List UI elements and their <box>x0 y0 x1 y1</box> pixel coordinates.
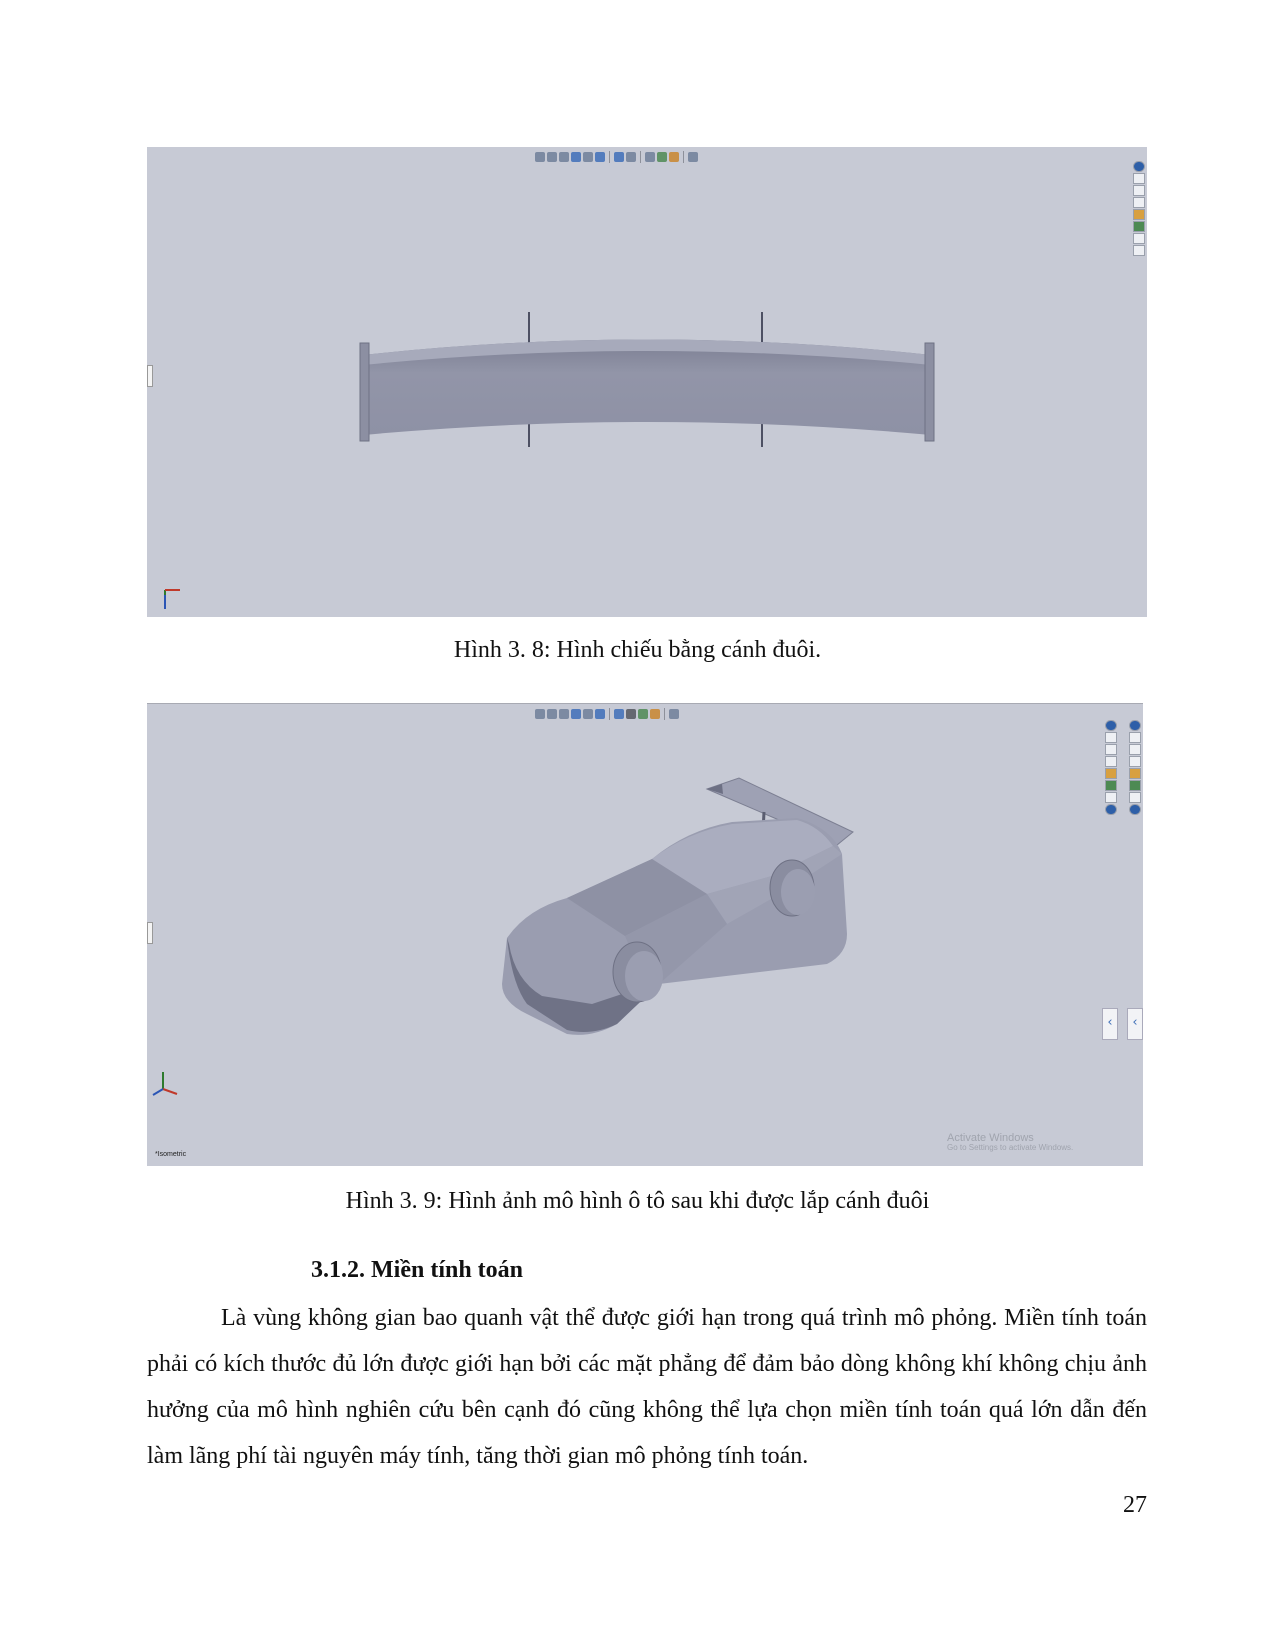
car-body <box>502 818 847 1035</box>
figure-rear-wing-top-view <box>147 147 1147 617</box>
coordinate-triad-icon <box>153 1072 177 1095</box>
watermark-subtitle: Go to Settings to activate Windows. <box>947 1143 1074 1153</box>
figure-caption-3-8: Hình 3. 8: Hình chiếu bằng cánh đuôi. <box>453 637 822 663</box>
task-pane-expand-arrow-icon[interactable]: ‹ <box>1127 1008 1143 1040</box>
figure-caption-3-9: Hình 3. 9: Hình ảnh mô hình ô tô sau khi được lắp cánh đuôi <box>345 1188 930 1214</box>
rear-wing-top-view-model <box>147 147 1147 617</box>
car-isometric-model <box>147 704 1143 1166</box>
wing-endplate-left <box>360 343 369 441</box>
figure-car-isometric-view <box>147 703 1143 1166</box>
coordinate-triad-icon <box>165 590 180 609</box>
wing-endplate-right <box>925 343 934 441</box>
body-paragraph: Là vùng không gian bao quanh vật thể được giới hạn trong quá trình mô phỏng. Miền tính toán phải có kích thước đủ lớn được giới hạn bởi các mặt phẳng để đảm bảo dòng không khí không chịu ảnh hưởng của mô hình nghiên cứu bên cạnh đó cũng không thể lựa chọn miền tính toán quá lớn dẫn đến làm lãng phí tài nguyên máy tính, tăng thời gian mô phỏng tính toán. <box>147 1305 1147 1469</box>
watermark-title: Activate Windows <box>947 1132 1034 1144</box>
activate-windows-watermark <box>947 1132 1073 1153</box>
view-orientation-label: *Isometric <box>155 1151 187 1158</box>
page-number: 27 <box>1123 1492 1147 1518</box>
task-pane-expand-arrow-icon[interactable]: ‹ <box>1102 1008 1118 1040</box>
section-heading: 3.1.2. Miền tính toán <box>311 1257 524 1283</box>
